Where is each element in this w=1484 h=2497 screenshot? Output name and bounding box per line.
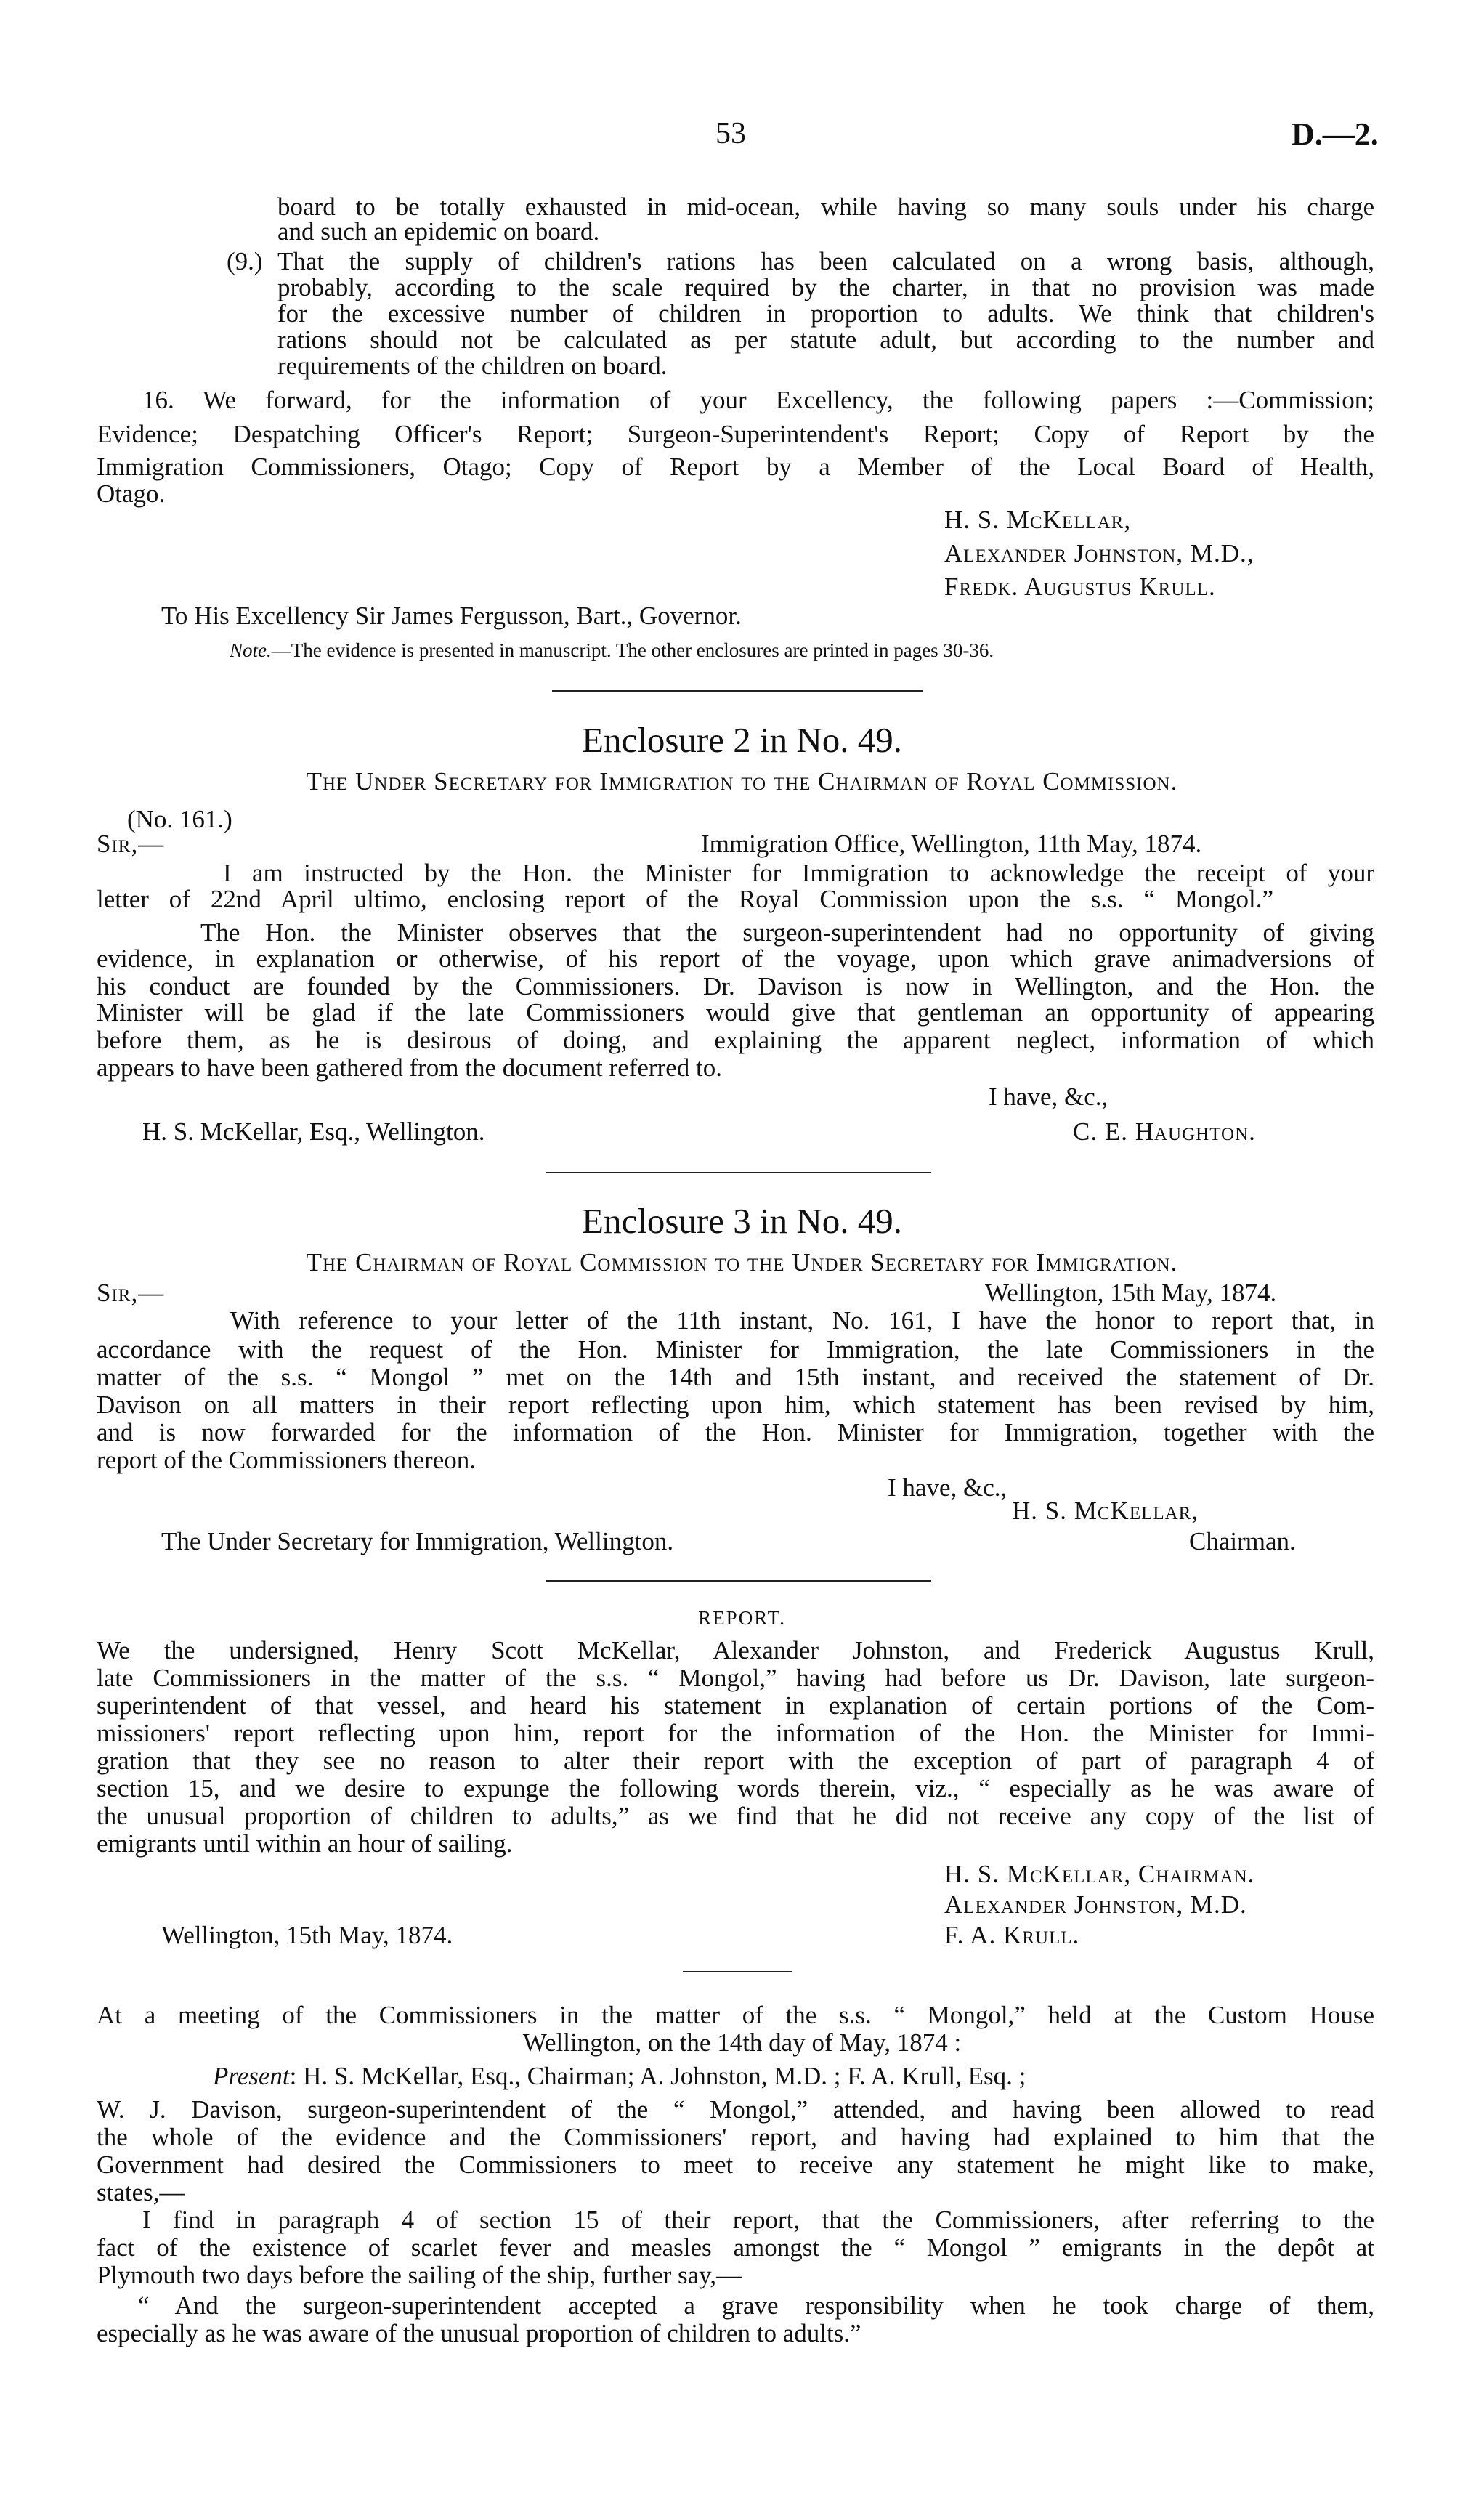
report-line: section 15, and we desire to expunge the following words therein, viz., “ especially as he was aware of [97, 1774, 1374, 1802]
signatory: Alexander Johnston, M.D. [944, 1890, 1247, 1919]
continued-text-line: and such an epidemic on board. [277, 217, 600, 246]
signatory-role: Chairman. [1189, 1527, 1296, 1555]
item-9-line: rations should not be calculated as per statute adult, but according to the number and [277, 325, 1374, 354]
body-line: matter of the s.s. “ Mongol ” met on the 14th and 15th instant, and received the statement of Dr. [97, 1363, 1374, 1391]
meeting-body-line: the whole of the evidence and the Commissioners' report, and having had explained to him that the [97, 2123, 1374, 2151]
report-line: missioners' report reflecting upon him, report for the information of the Hon. the Minister for Immi- [97, 1719, 1374, 1747]
signature: C. E. Haughton. [1073, 1117, 1256, 1146]
present-line [213, 2060, 1026, 2092]
closing: I have, &c., [888, 1473, 1007, 1502]
body-line: With reference to your letter of the 11th instant, No. 161, I have the honor to report that, in [230, 1306, 1374, 1335]
item-9-line: requirements of the children on board. [277, 352, 668, 380]
paragraph-16-line: Immigration Commissioners, Otago; Copy of Report by a Member of the Local Board of Health, [97, 453, 1374, 481]
letter-reference: (No. 161.) [127, 805, 232, 833]
body-line: accordance with the request of the Hon. Minister for Immigration, the late Commissioners in the [97, 1335, 1374, 1364]
statement-line: “ And the surgeon-superintendent accepted a grave responsibility when he took charge of them, [138, 2291, 1374, 2320]
section-divider [552, 690, 923, 692]
meeting-body-line: W. J. Davison, surgeon-superintendent of the “ Mongol,” attended, and having been allowed to read [97, 2095, 1374, 2124]
salutation: Sir,— [97, 830, 165, 858]
signatory: F. A. Krull. [944, 1921, 1080, 1949]
closing: I have, &c., [989, 1082, 1108, 1111]
body-line: I am instructed by the Hon. the Minister for Immigration to acknowledge the receipt of your [223, 859, 1374, 887]
section-divider [546, 1580, 931, 1582]
enclosure-2-subtitle: The Under Secretary for Immigration to the Chairman of Royal Commission. [306, 767, 1178, 796]
meeting-line: At a meeting of the Commissioners in the matter of the s.s. “ Mongol,” held at the Custom House [97, 2001, 1374, 2029]
report-line: the unusual proportion of children to adults,” as we find that he did not receive any copy of the list of [97, 1802, 1374, 1830]
place-date: Wellington, 15th May, 1874. [985, 1279, 1277, 1307]
paragraph-16-line: Evidence; Despatching Officer's Report; Surgeon-Superintendent's Report; Copy of Report by the [97, 420, 1374, 448]
report-line: superintendent of that vessel, and heard his statement in explanation of certain portions of the Com- [97, 1691, 1374, 1720]
enclosure-3-subtitle: The Chairman of Royal Commission to the Under Secretary for Immigration. [306, 1248, 1178, 1276]
place-date: Immigration Office, Wellington, 11th May, 1874. [701, 830, 1202, 858]
body-line: The Hon. the Minister observes that the surgeon-superintendent had no opportunity of giving [200, 918, 1374, 947]
present-label: Present [213, 2062, 290, 2090]
body-line: appears to have been gathered from the document referred to. [97, 1053, 722, 1082]
body-line: Minister will be glad if the late Commissioners would give that gentleman an opportunity of appearing [97, 998, 1374, 1027]
item-9-line: probably, according to the scale required by the charter, in that no provision was made [277, 273, 1374, 301]
body-line: before them, as he is desirous of doing, and explaining the apparent neglect, information of which [97, 1026, 1374, 1054]
signature: H. S. McKellar, [1012, 1497, 1199, 1525]
report-line: We the undersigned, Henry Scott McKellar, Alexander Johnston, and Frederick Augustus Krull, [97, 1636, 1374, 1664]
page-number: 53 [715, 117, 746, 150]
item-9-line: That the supply of children's rations has been calculated on a wrong basis, although, [277, 247, 1374, 275]
statement-line: I find in paragraph 4 of section 15 of their report, that the Commissioners, after referring to the [142, 2206, 1374, 2234]
note-text: —The evidence is presented in manuscript. The other enclosures are printed in pages 30-36. [271, 639, 994, 661]
enclosure-2-title: Enclosure 2 in No. 49. [582, 720, 902, 760]
statement-line: especially as he was aware of the unusual proportion of children to adults.” [97, 2319, 861, 2347]
paragraph-16-line: 16. We forward, for the information of your Excellency, the following papers :—Commission; [142, 386, 1374, 414]
body-line: his conduct are founded by the Commissioners. Dr. Davison is now in Wellington, and the Hon. the [97, 972, 1374, 1000]
note-label: Note. [230, 639, 272, 661]
report-heading: REPORT. [698, 1607, 786, 1629]
item-9-line: for the excessive number of children in proportion to adults. We think that children's [277, 299, 1374, 328]
present-text: : H. S. McKellar, Esq., Chairman; A. Johnston, M.D. ; F. A. Krull, Esq. ; [289, 2062, 1026, 2090]
addressee: To His Excellency Sir James Fergusson, Bart., Governor. [161, 602, 742, 630]
statement-line: Plymouth two days before the sailing of the ship, further say,— [97, 2261, 742, 2289]
editorial-note [230, 638, 994, 663]
document-reference: D.—2. [1292, 116, 1379, 152]
signatory: Fredk. Augustus Krull. [944, 572, 1216, 601]
enclosure-3-title: Enclosure 3 in No. 49. [582, 1201, 902, 1241]
body-line: Davison on all matters in their report reflecting upon him, which statement has been revised by him, [97, 1391, 1374, 1419]
meeting-body-line: Government had desired the Commissioners to meet to receive any statement he might like to make, [97, 2150, 1374, 2179]
salutation: Sir,— [97, 1279, 165, 1307]
meeting-body-line: states,— [97, 2178, 185, 2206]
signatory: H. S. McKellar, Chairman. [944, 1860, 1255, 1888]
body-line: letter of 22nd April ultimo, enclosing report of the Royal Commission upon the s.s. “ Mongol.” [97, 885, 1273, 913]
recipient: The Under Secretary for Immigration, Wellington. [161, 1527, 674, 1555]
report-line: emigrants until within an hour of sailing. [97, 1829, 513, 1858]
section-divider [546, 1172, 931, 1173]
body-line: and is now forwarded for the information of the Hon. Minister for Immigration, together with the [97, 1418, 1374, 1446]
report-line: late Commissioners in the matter of the s.s. “ Mongol,” having had before us Dr. Davison, late surgeon- [97, 1664, 1374, 1692]
report-date: Wellington, 15th May, 1874. [161, 1921, 453, 1949]
section-divider [683, 1971, 792, 1972]
signatory: H. S. McKellar, [944, 506, 1132, 534]
statement-line: fact of the existence of scarlet fever and measles amongst the “ Mongol ” emigrants in the depôt at [97, 2233, 1374, 2262]
body-line: evidence, in explanation or otherwise, of his report of the voyage, upon which grave animadversions of [97, 944, 1374, 973]
paragraph-16-line: Otago. [97, 479, 166, 508]
continued-text-line: board to be totally exhausted in mid-ocean, while having so many souls under his charge [277, 193, 1374, 221]
meeting-line: Wellington, on the 14th day of May, 1874 : [522, 2028, 962, 2057]
report-line: gration that they see no reason to alter their report with the exception of part of paragraph 4 of [97, 1747, 1374, 1775]
item-9-number: (9.) [227, 247, 263, 275]
signatory: Alexander Johnston, M.D., [944, 539, 1254, 567]
recipient: H. S. McKellar, Esq., Wellington. [142, 1117, 485, 1146]
body-line: report of the Commissioners thereon. [97, 1446, 476, 1474]
